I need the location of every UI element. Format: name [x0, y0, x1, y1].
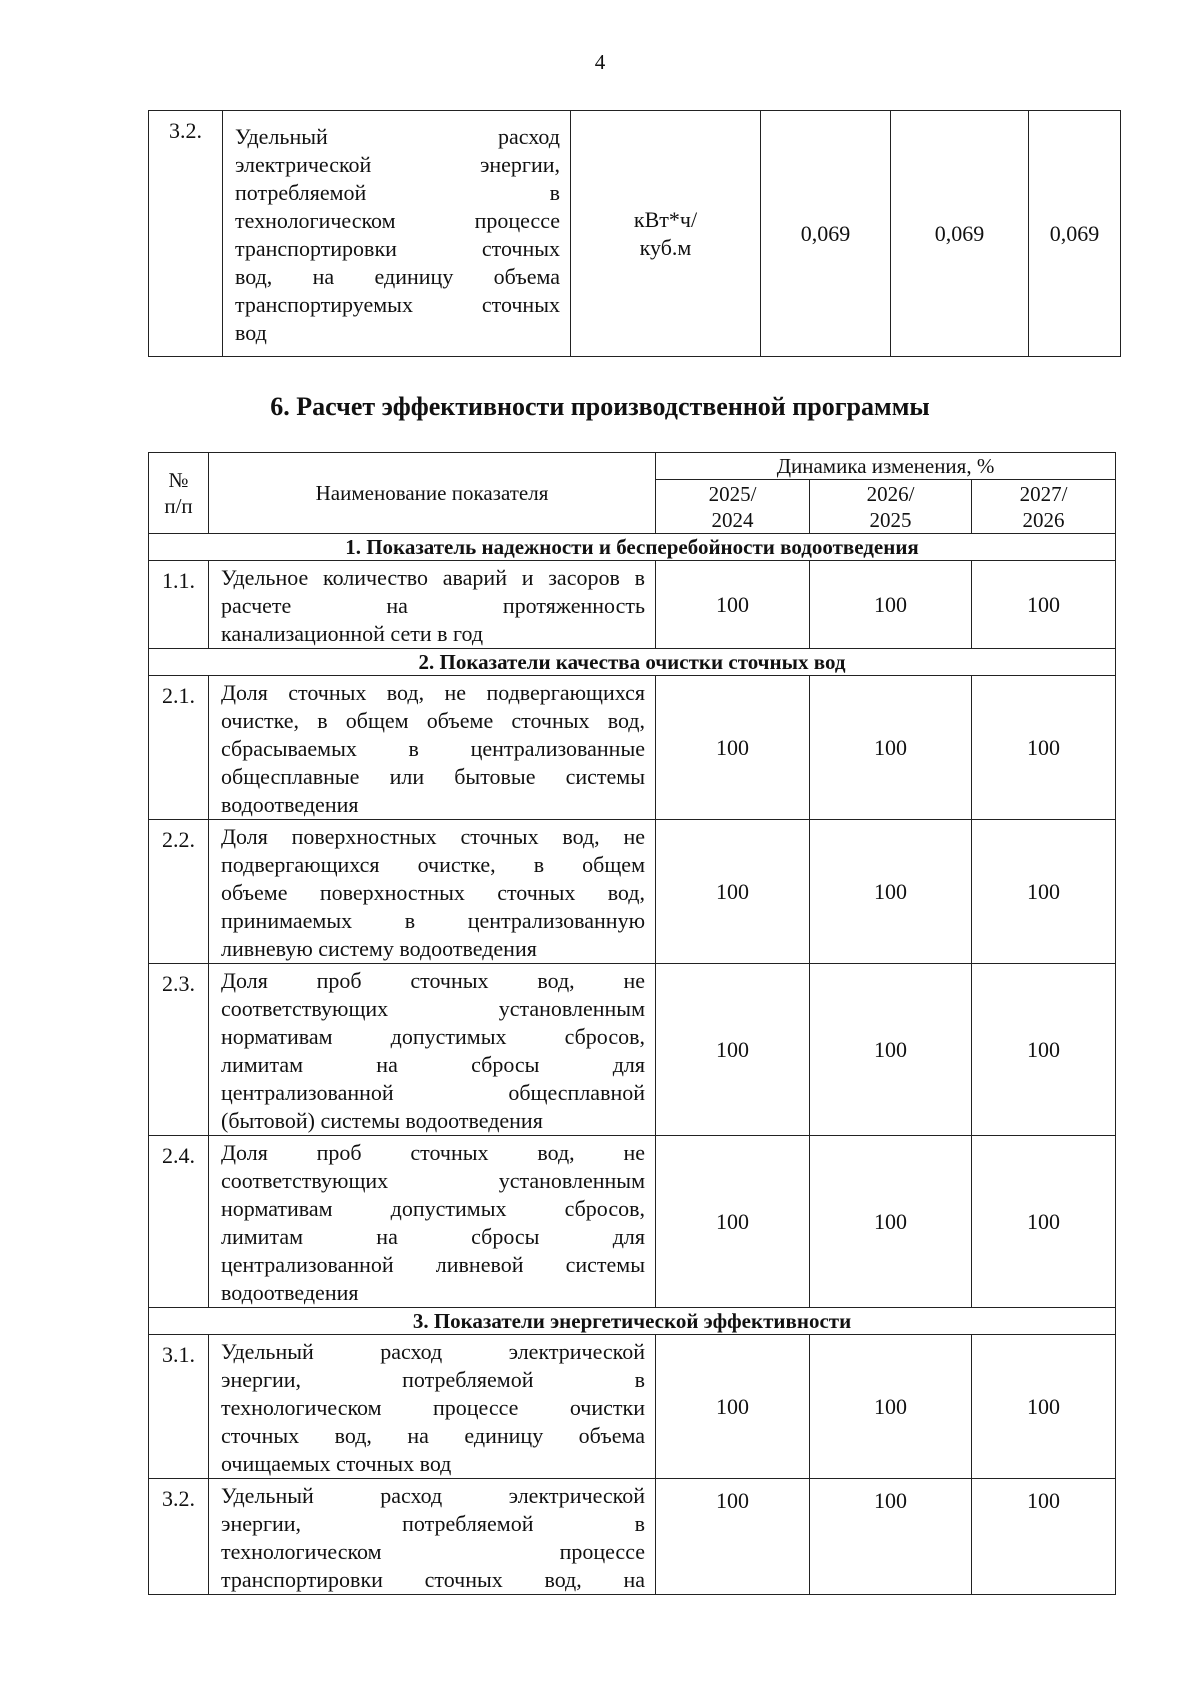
value-cell: 100: [810, 964, 972, 1136]
table-row: [149, 111, 1121, 357]
unit-line: куб.м: [639, 234, 692, 260]
text-line: нормативам допустимых сбросов,: [221, 1024, 645, 1049]
value-cell: 100: [810, 1136, 972, 1308]
text-line: ливневую систему водоотведения: [221, 936, 537, 961]
row-number: 1.1.: [149, 561, 209, 649]
section-heading: 1. Показатель надежности и бесперебойности водоотведения: [149, 534, 1116, 561]
row-number: 2.4.: [149, 1136, 209, 1308]
text-line: Доля сточных вод, не подвергающихся: [221, 680, 645, 705]
header-period: [972, 480, 1116, 534]
period-line: 2025/: [708, 481, 757, 506]
value-cell: 100: [656, 1479, 810, 1595]
unit-line: кВт*ч/: [633, 206, 698, 232]
efficiency-table: [148, 452, 1116, 1595]
indicator-name: [209, 964, 656, 1136]
value-cell: 100: [972, 964, 1116, 1136]
value-cell: 0,069: [891, 111, 1029, 357]
header-dynamics: Динамика изменения, %: [656, 453, 1116, 480]
header-period: [656, 480, 810, 534]
text-line: водоотведения: [221, 792, 359, 817]
section-heading: 3. Показатели энергетической эффективности: [149, 1308, 1116, 1335]
text-line: Доля проб сточных вод, не: [221, 1140, 645, 1165]
row-number: 3.2.: [149, 1479, 209, 1595]
period-line: 2024: [711, 507, 754, 532]
value-cell: 100: [972, 820, 1116, 964]
section-heading: 2. Показатели качества очистки сточных вод: [149, 649, 1116, 676]
text-line: канализационной сети в год: [221, 621, 484, 646]
text-line: лимитам на сбросы для: [221, 1224, 645, 1249]
text-line: подвергающихся очистке, в общем: [221, 852, 645, 877]
text-line: соответствующих установленным: [221, 1168, 645, 1193]
indicator-name: [209, 1479, 656, 1595]
value-cell: 100: [972, 1335, 1116, 1479]
text-line: расчете на протяженность: [221, 593, 645, 618]
text-line: Доля проб сточных вод, не: [221, 968, 645, 993]
value-cell: 100: [810, 820, 972, 964]
text-line: транспортировки сточных: [235, 236, 560, 261]
indicator-name: [209, 1136, 656, 1308]
section-row: [149, 534, 1116, 561]
value-cell: 100: [810, 676, 972, 820]
value-cell: 100: [810, 561, 972, 649]
section-row: [149, 1308, 1116, 1335]
text-line: технологическом процессе: [221, 1539, 645, 1564]
value-cell: 100: [656, 1335, 810, 1479]
value-cell: 100: [656, 1136, 810, 1308]
text-line: соответствующих установленным: [221, 996, 645, 1021]
section-row: [149, 649, 1116, 676]
indicator-name: [209, 1335, 656, 1479]
header-num: [149, 453, 209, 534]
indicator-name: [209, 820, 656, 964]
row-number: 3.2.: [149, 111, 223, 357]
value-cell: 100: [972, 1479, 1116, 1595]
header-period: [810, 480, 972, 534]
text-line: технологическом процессе очистки: [221, 1395, 645, 1420]
header-row: [149, 453, 1116, 480]
text-line: Удельный расход электрической: [221, 1483, 645, 1508]
text-line: очищаемых сточных вод: [221, 1451, 452, 1476]
text-line: электрической энергии,: [235, 152, 560, 177]
text-line: транспортируемых сточных: [235, 292, 560, 317]
table-row: [149, 820, 1116, 964]
text-line: общесплавные или бытовые системы: [221, 764, 645, 789]
text-line: Удельный расход: [235, 124, 560, 149]
period-line: 2025: [869, 507, 912, 532]
header-name: Наименование показателя: [209, 453, 656, 534]
indicator-name: [209, 676, 656, 820]
value-cell: 100: [656, 676, 810, 820]
text-line: Удельный расход электрической: [221, 1339, 645, 1364]
table-row: [149, 676, 1116, 820]
table-row: [149, 1335, 1116, 1479]
text-line: очистке, в общем объеме сточных вод,: [221, 708, 645, 733]
text-line: (бытовой) системы водоотведения: [221, 1108, 543, 1133]
value-cell: 0,069: [761, 111, 891, 357]
text-line: нормативам допустимых сбросов,: [221, 1196, 645, 1221]
value-cell: 100: [810, 1479, 972, 1595]
row-number: 2.3.: [149, 964, 209, 1136]
section-title: 6. Расчет эффективности производственной программы: [270, 392, 930, 421]
indicator-name: [209, 561, 656, 649]
header-num-line: п/п: [164, 494, 193, 518]
page-number: 4: [594, 50, 606, 74]
previous-table-continuation: [148, 110, 1121, 357]
header-num-line: №: [168, 468, 189, 492]
text-line: сточных вод, на единицу объема: [221, 1423, 645, 1448]
text-line: вод: [235, 320, 267, 345]
text-line: объеме поверхностных сточных вод,: [221, 880, 645, 905]
text-line: энергии, потребляемой в: [221, 1511, 645, 1536]
text-line: водоотведения: [221, 1280, 359, 1305]
text-line: централизованной общесплавной: [221, 1080, 645, 1105]
indicator-name: [223, 111, 571, 357]
table-row: [149, 561, 1116, 649]
value-cell: 0,069: [1029, 111, 1121, 357]
text-line: вод, на единицу объема: [235, 264, 560, 289]
period-line: 2026: [1022, 507, 1065, 532]
row-number: 2.2.: [149, 820, 209, 964]
table-row: [149, 1479, 1116, 1595]
period-line: 2026/: [866, 481, 915, 506]
text-line: энергии, потребляемой в: [221, 1367, 645, 1392]
row-number: 2.1.: [149, 676, 209, 820]
value-cell: 100: [972, 1136, 1116, 1308]
text-line: сбрасываемых в централизованные: [221, 736, 645, 761]
row-number: 3.1.: [149, 1335, 209, 1479]
value-cell: 100: [656, 964, 810, 1136]
table-row: [149, 964, 1116, 1136]
value-cell: 100: [972, 676, 1116, 820]
table-row: [149, 1136, 1116, 1308]
text-line: лимитам на сбросы для: [221, 1052, 645, 1077]
text-line: централизованной ливневой системы: [221, 1252, 645, 1277]
text-line: потребляемой в: [235, 180, 560, 205]
value-cell: 100: [656, 561, 810, 649]
value-cell: 100: [810, 1335, 972, 1479]
text-line: транспортировки сточных вод, на: [221, 1567, 645, 1592]
text-line: Доля поверхностных сточных вод, не: [221, 824, 645, 849]
text-line: принимаемых в централизованную: [221, 908, 645, 933]
period-line: 2027/: [1019, 481, 1068, 506]
text-line: Удельное количество аварий и засоров в: [221, 565, 645, 590]
value-cell: 100: [972, 561, 1116, 649]
text-line: технологическом процессе: [235, 208, 560, 233]
value-cell: 100: [656, 820, 810, 964]
unit-cell: [571, 111, 761, 357]
